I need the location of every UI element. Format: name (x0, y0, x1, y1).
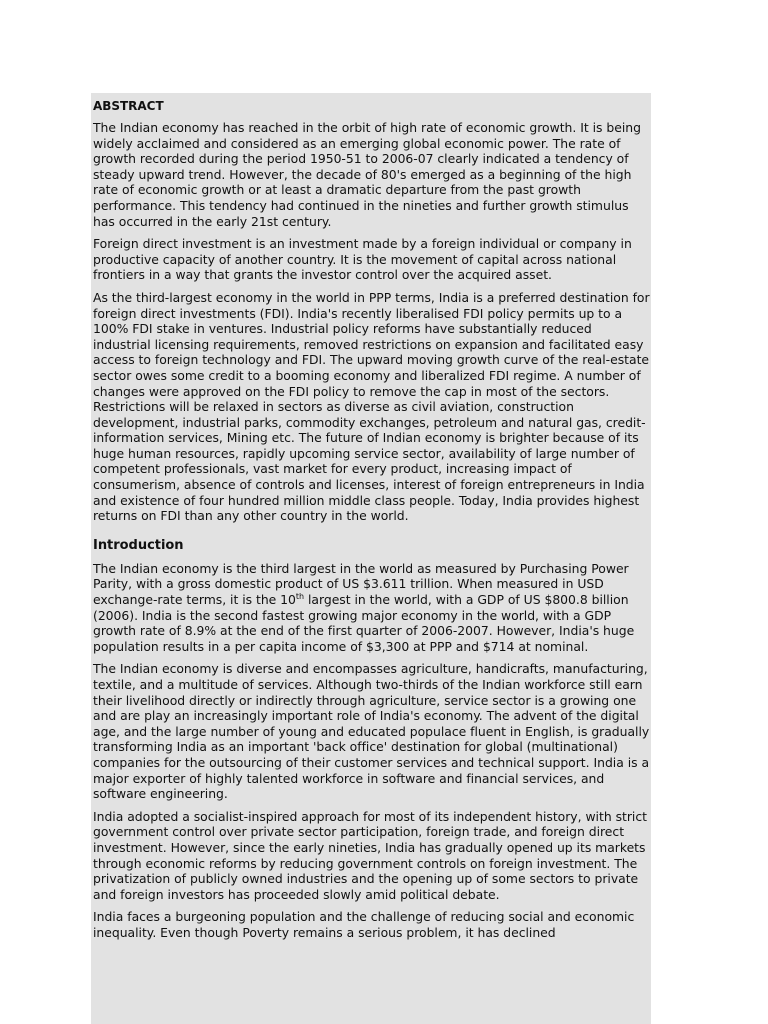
introduction-paragraph-1 (93, 561, 653, 655)
introduction-paragraph-2: The Indian economy is diverse and encompasses agriculture, handicrafts, manufacturing, textile, and a multitude of services. Although two-thirds of the Indian workforce still earn their livelihood directly or indirectly through agriculture, service sector is a growing one and are play an increasingly important role of India's economy. The advent of the digital age, and the large number of young and educated populace fluent in English, is gradually transforming India as an important 'back office' destination for global (multinational) companies for the outsourcing of their customer services and technical support. India is a major exporter of highly talented workforce in software and financial services, and software engineering. (93, 661, 650, 802)
abstract-paragraph-2: Foreign direct investment is an investment made by a foreign individual or company in productive capacity of another country. It is the movement of capital across national frontiers in a way that grants the investor control over the acquired asset. (93, 236, 632, 283)
introduction-heading: Introduction (93, 537, 184, 553)
ordinal-superscript: th (295, 591, 305, 601)
introduction-paragraph-3: India adopted a socialist-inspired approach for most of its independent history, with strict government control over private sector participation, foreign trade, and foreign direct investment. However, since the early nineties, India has gradually opened up its markets through economic reforms by reducing government controls on foreign investment. The privatization of publicly owned industries and the opening up of some sectors to private and foreign investors has proceeded slowly amid political debate. (93, 808, 647, 902)
abstract-paragraph-3: As the third-largest economy in the world in PPP terms, India is a preferred destination for foreign direct investments (FDI). India's recently liberalised FDI policy permits up to a 100% FDI stake in ventures. Industrial policy reforms have substantially reduced industrial licensing requirements, removed restrictions on expansion and facilitated easy access to foreign technology and FDI. The upward moving growth curve of the real-estate sector owes some credit to a booming economy and liberalized FDI regime. A number of changes were approved on the FDI policy to remove the cap in most of the sectors. Restrictions will be relaxed in sectors as diverse as civil aviation, construction development, industrial parks, commodity exchanges, petroleum and natural gas, credit-information services, Mining etc. The future of Indian economy is brighter because of its huge human resources, rapidly upcoming service sector, availability of large number of competent professionals, vast market for every product, increasing impact of consumerism, absence of controls and licenses, interest of foreign entrepreneurs in India and existence of four hundred million middle class people. Today, India provides highest returns on FDI than any other country in the world. (93, 289, 650, 524)
introduction-p1-text-a: The Indian economy is the third largest in the world as measured by Purchasing Power Parity, with a gross domestic product of US $3.611 trillion. When measured in USD exchange-rate terms, it is the 10 (93, 560, 629, 608)
introduction-p1-text-b: largest in the world, with a GDP of US $800.8 billion (2006). India is the second fastest growing major economy in the world, with a GDP growth rate of 8.9% at the end of the first quarter of 2006-2007. However, India's huge population results in a per capita income of $3,300 at PPP and $714 at nominal. (93, 592, 635, 654)
document-body (93, 98, 653, 948)
abstract-heading: ABSTRACT (93, 99, 164, 113)
introduction-paragraph-4: India faces a burgeoning population and the challenge of reducing social and economic inequality. Even though Poverty remains a serious problem, it has declined (93, 909, 635, 940)
abstract-paragraph-1: The Indian economy has reached in the orbit of high rate of economic growth. It is being widely acclaimed and considered as an emerging global economic power. The rate of growth recorded during the period 1950-51 to 2006-07 clearly indicated a tendency of steady upward trend. However, the decade of 80's emerged as a beginning of the high rate of economic growth or at least a dramatic departure from the past growth performance. This tendency had continued in the nineties and further growth stimulus has occurred in the early 21st century. (93, 120, 641, 229)
